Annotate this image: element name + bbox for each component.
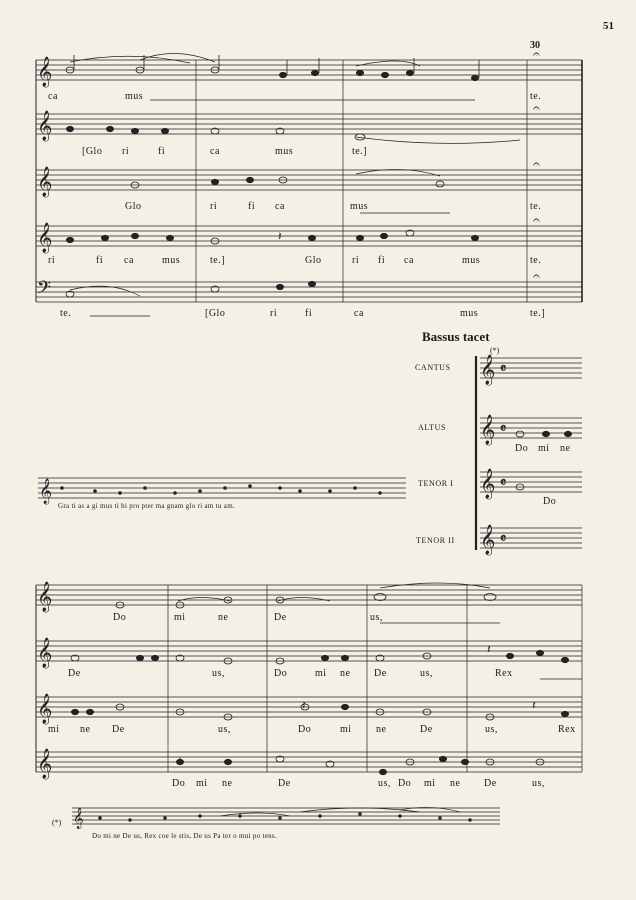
lyric-staff3-6: te. [530,201,542,212]
svg-text:𝄞: 𝄞 [480,355,496,385]
svg-text:𝄞: 𝄞 [480,469,496,499]
lyric-staff2-1: [Glo [82,146,103,157]
svg-text:𝄞: 𝄞 [39,479,53,504]
lyric-staff4-9: ca [404,255,414,266]
svg-text:𝄞: 𝄞 [37,694,53,724]
lyric-s2-staff1-4: De [274,612,287,623]
svg-text:𝄐: 𝄐 [533,101,540,115]
lyric-staff5-1: te. [60,308,72,319]
svg-text:𝄞: 𝄞 [37,638,53,668]
chant-lyric-line: Gra ti as a gi mus ti bi pro pter ma gnam glo ri am tu am. [58,502,236,510]
svg-text:𝄽: 𝄽 [302,698,306,712]
lyric-s2-staff4-2: mi [196,778,208,789]
lyric-staff2-2: ri [122,146,130,157]
lyric-s2-staff4-1: Do [172,778,186,789]
svg-text:𝄞: 𝄞 [37,223,53,253]
lyric-staff3-1: Glo [125,201,142,212]
voice-label-cantus: CANTUS [415,363,451,372]
lyric-s2-staff3-10: Rex [558,724,576,735]
measure-number: 30 [530,40,540,51]
lyric-s2-staff4-7: mi [424,778,436,789]
lyric-s2-staff2-6: De [374,668,387,679]
lyric-s2-staff3-7: ne [376,724,387,735]
incipit-footnote-marker: (*) [490,346,500,355]
lyric-s2-staff2-1: De [68,668,81,679]
lyric-staff4-4: mus [162,255,181,266]
svg-text:𝄞: 𝄞 [37,749,53,779]
lyric-s2-staff2-3: Do [274,668,288,679]
svg-text:𝄐: 𝄐 [533,157,540,171]
svg-text:𝄞: 𝄞 [37,57,53,87]
lyric-staff4-2: fi [96,255,104,266]
lyric-staff4-5: te.] [210,255,226,266]
lyric-s2-staff4-10: us, [532,778,545,789]
svg-text:𝄢: 𝄢 [37,278,52,303]
lyric-staff4-7: ri [352,255,360,266]
lyric-staff1-2: mus [125,91,144,102]
lyric-s2-staff3-9: us, [485,724,498,735]
incipit-tenor1-1: Do [543,496,557,507]
svg-text:𝄞: 𝄞 [37,582,53,612]
lyric-staff2-5: mus [275,146,294,157]
lyric-staff3-5: mus [350,201,369,212]
lyric-s2-staff3-6: mi [340,724,352,735]
lyric-s2-staff2-7: us, [420,668,433,679]
svg-text:𝄞: 𝄞 [37,111,53,141]
lyric-staff5-5: ca [354,308,364,319]
lyric-s2-staff4-4: De [278,778,291,789]
lyric-s2-staff2-4: mi [315,668,327,679]
lyric-s2-staff2-5: ne [340,668,351,679]
lyric-staff5-7: te.] [530,308,546,319]
lyric-staff4-1: ri [48,255,56,266]
svg-text:𝄞: 𝄞 [73,808,84,829]
lyric-s2-staff2-8: Rex [495,668,513,679]
svg-text:𝄐: 𝄐 [533,269,540,283]
lyric-s2-staff3-3: De [112,724,125,735]
lyric-staff5-4: fi [305,308,313,319]
lyric-staff1-3: te. [530,91,542,102]
voice-label-tenor-1: TENOR I [418,479,454,488]
lyric-s2-staff1-2: mi [174,612,186,623]
lyric-staff5-2: [Glo [205,308,226,319]
voice-label-tenor-2: TENOR II [416,536,455,545]
svg-text:𝄐: 𝄐 [533,47,540,61]
lyric-s2-staff3-8: De [420,724,433,735]
lyric-s2-staff4-5: us, [378,778,391,789]
incipit-altus-1: Do [515,443,529,454]
svg-text:𝄽: 𝄽 [532,698,536,712]
lyric-staff5-6: mus [460,308,479,319]
lyric-staff3-4: ca [275,201,285,212]
svg-text:𝄴: 𝄴 [500,475,507,491]
lyric-staff2-3: fi [158,146,166,157]
incipit-altus-2: mi [538,443,550,454]
lyric-s2-staff3-4: us, [218,724,231,735]
lyric-staff2-6: te.] [352,146,368,157]
lyric-staff3-2: ri [210,201,218,212]
page-number: 51 [603,20,614,32]
lyric-staff3-3: fi [248,201,256,212]
lyric-s2-staff3-2: ne [80,724,91,735]
incipit-altus-3: ne [560,443,571,454]
lyric-staff4-10: mus [462,255,481,266]
svg-text:𝄽: 𝄽 [487,642,491,656]
staff-1 [36,60,582,80]
lyric-staff1-1: ca [48,91,58,102]
lyric-staff2-4: ca [210,146,220,157]
lyric-staff5-3: ri [270,308,278,319]
svg-text:𝄞: 𝄞 [480,415,496,445]
lyric-s2-staff4-6: Do [398,778,412,789]
lyric-s2-staff4-8: ne [450,778,461,789]
lyric-staff4-8: fi [378,255,386,266]
svg-text:𝄞: 𝄞 [37,167,53,197]
lyric-s2-staff3-5: Do [298,724,312,735]
svg-text:𝄴: 𝄴 [500,531,507,547]
lyric-staff4-11: te. [530,255,542,266]
lyric-staff4-6: Glo [305,255,322,266]
svg-text:𝄐: 𝄐 [533,213,540,227]
svg-text:𝄴: 𝄴 [500,361,507,377]
bassus-tacet-heading: Bassus tacet [422,329,490,344]
lyric-s2-staff1-1: Do [113,612,127,623]
svg-text:𝄴: 𝄴 [500,421,507,437]
lyric-s2-staff4-3: ne [222,778,233,789]
lyric-s2-staff3-1: mi [48,724,60,735]
lyric-s2-staff4-9: De [484,778,497,789]
svg-text:𝄞: 𝄞 [480,525,496,555]
footnote-marker: (*) [52,818,62,827]
footnote-lyric-line: Do mi ne De us, Rex coe le stis, De us Pa ter o mni po tens. [92,832,278,840]
lyric-s2-staff1-5: us, [370,612,383,623]
lyric-staff4-3: ca [124,255,134,266]
voice-label-altus: ALTUS [418,423,447,432]
svg-text:𝄽: 𝄽 [278,229,282,243]
lyric-s2-staff1-3: ne [218,612,229,623]
lyric-s2-staff2-2: us, [212,668,225,679]
